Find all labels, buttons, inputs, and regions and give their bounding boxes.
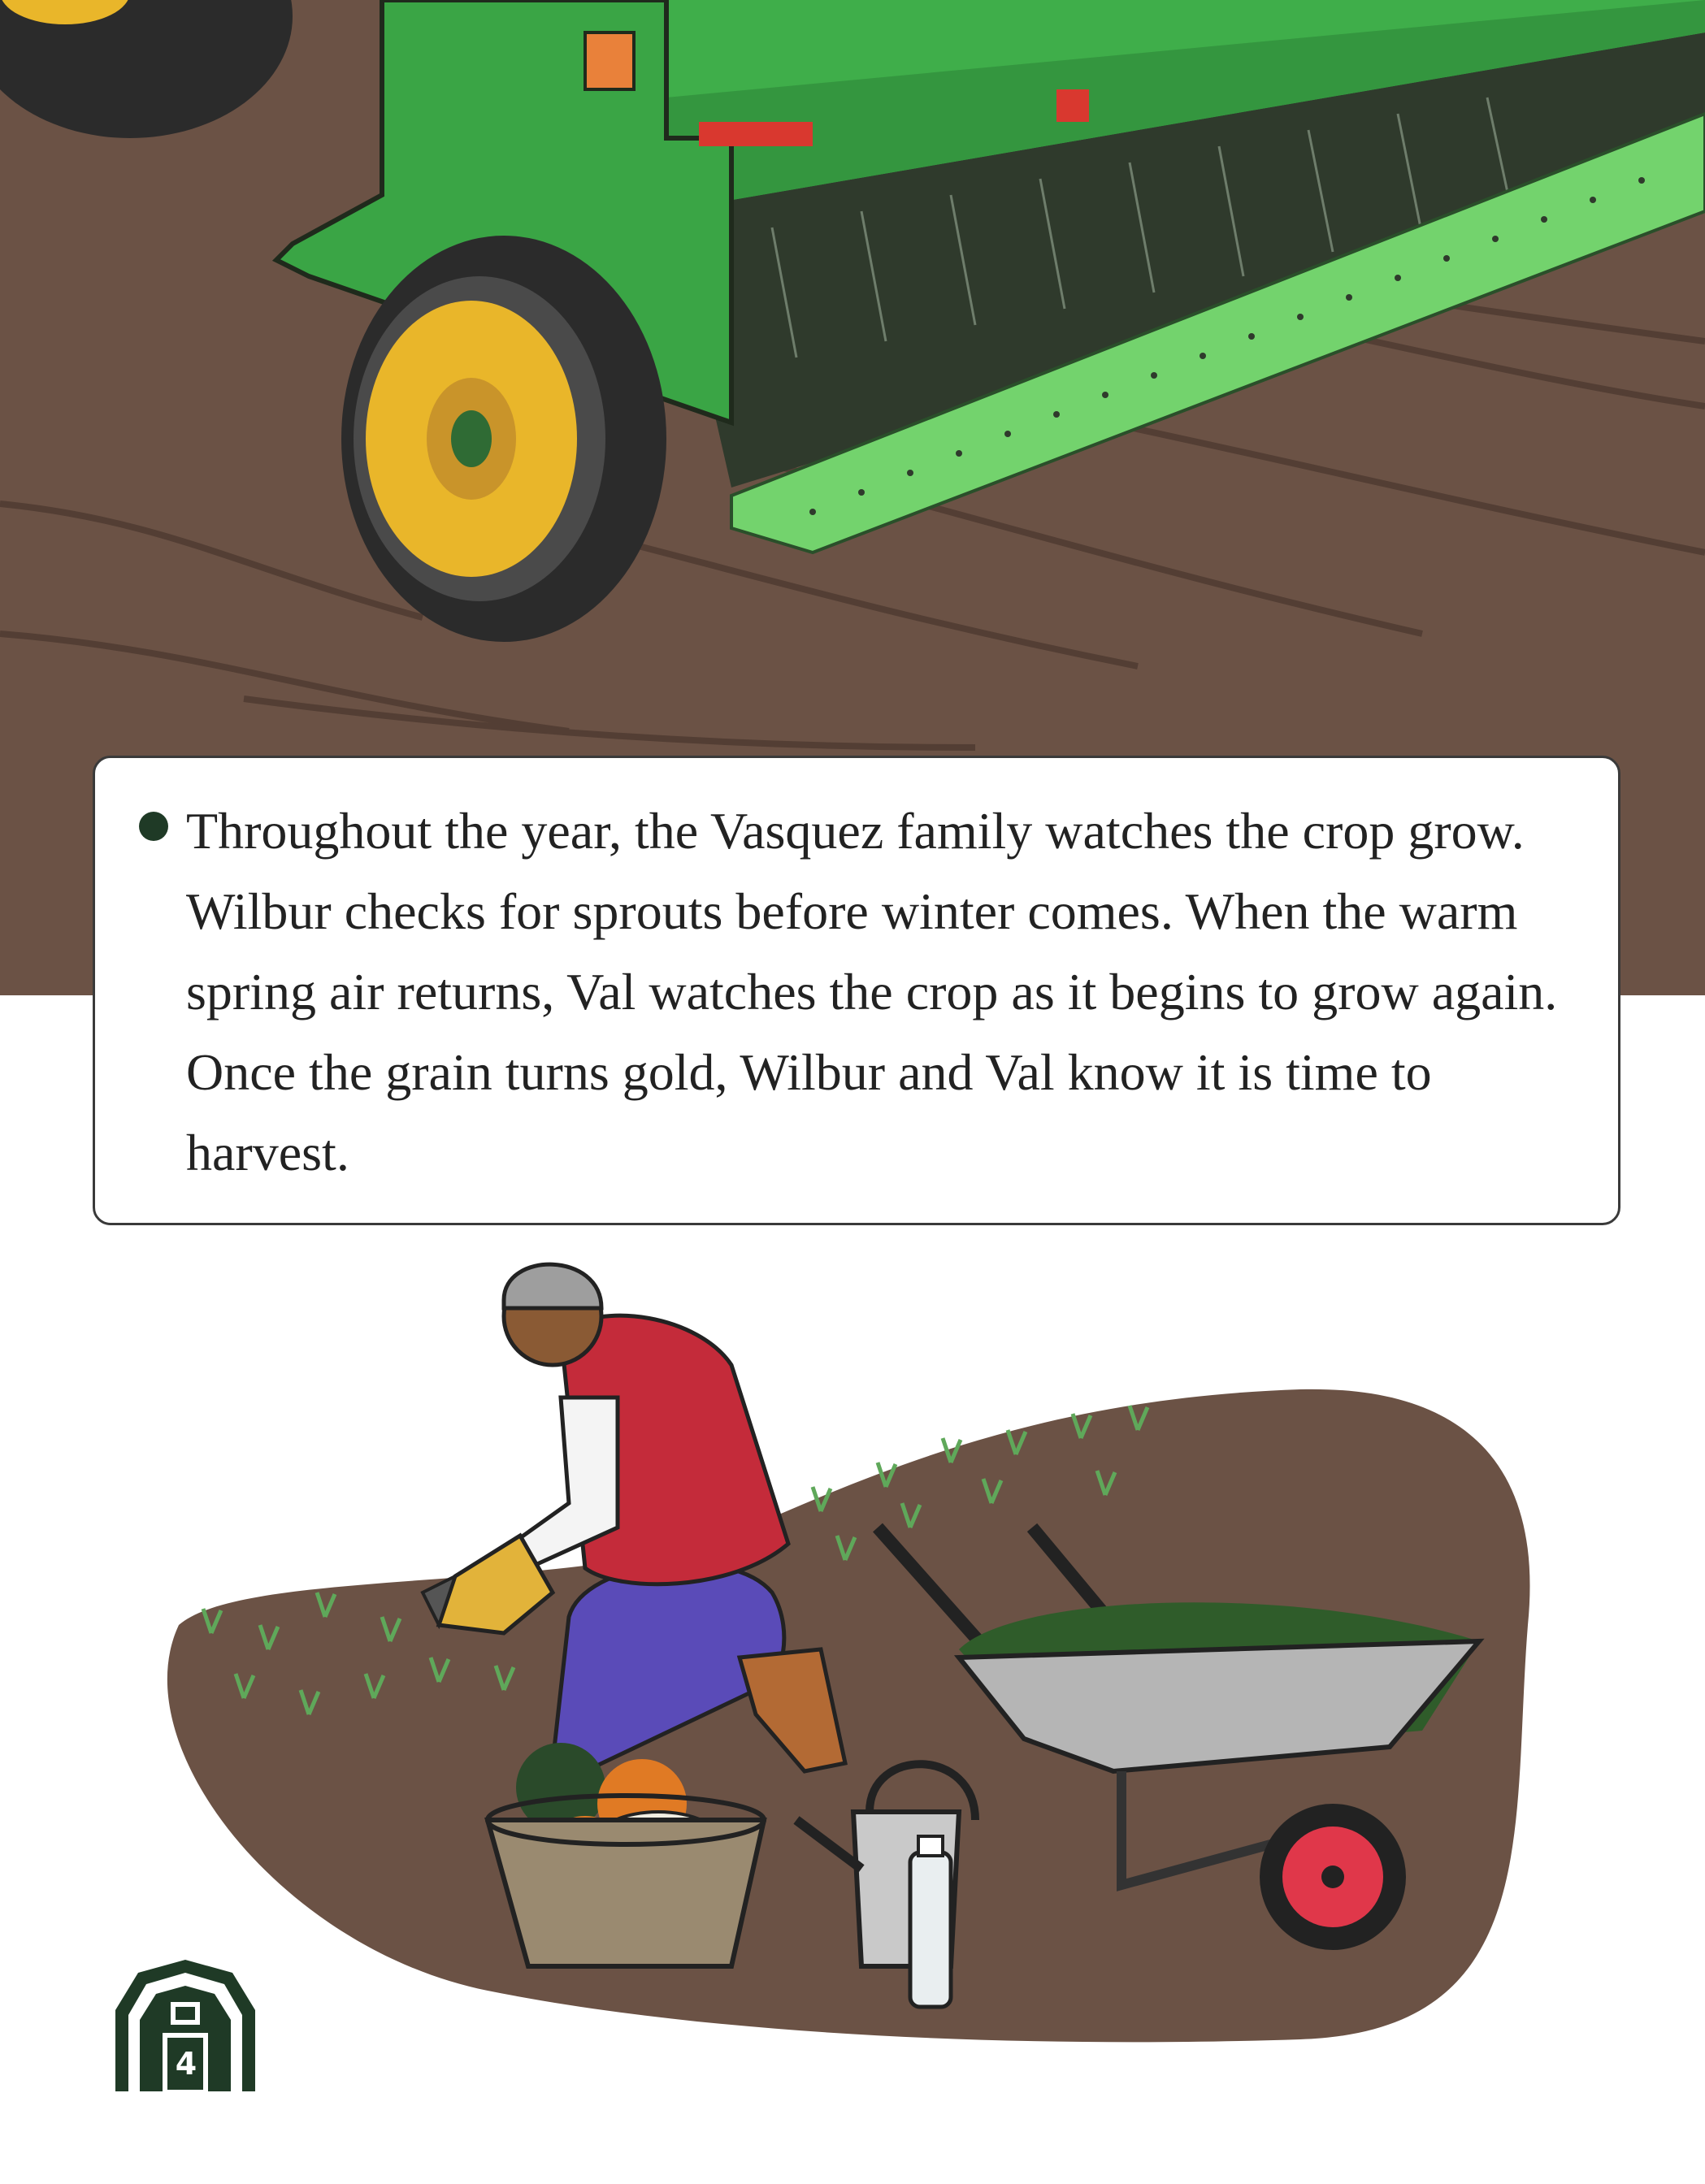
page-number-badge — [111, 1958, 260, 2096]
body-paragraph: Throughout the year, the Vasquez family watches the crop grow. Wilbur checks for sprouts before winter comes. When the warm spring air returns, Val watches the crop as it begins to grow again. Once the grain turns gold, Wilbur and Val know it is time to harvest. — [186, 802, 1558, 1181]
bullet-icon — [139, 812, 168, 841]
page-number: 4 — [175, 2046, 197, 2082]
text-box — [93, 756, 1620, 1225]
water-bottle-icon — [910, 1836, 951, 2007]
